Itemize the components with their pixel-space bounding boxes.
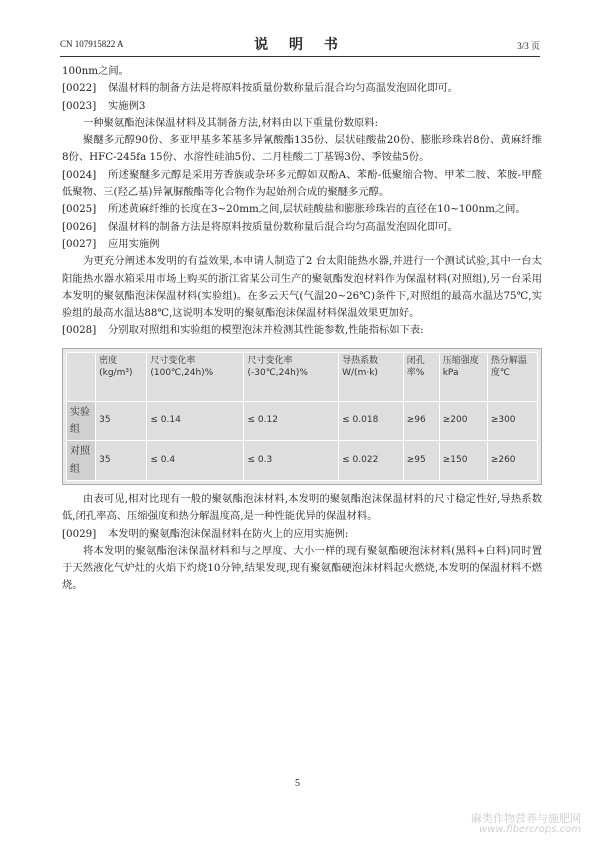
table-header-cell: 导热系数W/(m·k) xyxy=(339,352,404,401)
table-header-cell: 热分解温度℃ xyxy=(487,352,537,401)
paragraph xyxy=(62,322,542,339)
paragraph xyxy=(62,543,542,595)
paragraph-text: 一种聚氨酯泡沫保温材料及其制备方法,材料由以下重量份数原料: xyxy=(83,116,379,129)
paragraph xyxy=(62,98,542,115)
document-body xyxy=(62,63,542,595)
paragraph-group-before-table xyxy=(62,63,542,340)
paragraph-text: 分别取对照组和实验组的模塑泡沫并检测其性能参数,性能指标如下表: xyxy=(108,324,424,337)
page-indicator: 3/3 页 xyxy=(517,41,540,51)
watermark-url: www.fibercrops.com xyxy=(479,824,581,835)
table-cell: ≥260 xyxy=(487,441,537,481)
page-number: 5 xyxy=(295,778,300,789)
table-header-cell: 尺寸变化率(-30℃,24h)% xyxy=(244,352,339,401)
paragraph-text: 实施例3 xyxy=(108,99,146,112)
document-title: 说 明 书 xyxy=(254,37,346,53)
table-header-cell: 闭孔率% xyxy=(403,352,439,401)
table-cell: ≥200 xyxy=(439,401,487,441)
paragraph xyxy=(62,115,542,132)
paragraph xyxy=(62,219,542,236)
table-cell: 35 xyxy=(96,441,147,481)
table-row xyxy=(67,401,538,441)
paragraph-text: 将本发明的聚氨酯泡沫保温材料和与之厚度、大小一样的现有聚氨酯硬泡沫材料(黑料+白料)同时置于天然液化气炉灶的火焰下灼烧10分钟,结果发现,现有聚氨酯硬泡沫材料起火燃烧,本发明的保温材料不燃烧。 xyxy=(62,544,542,592)
performance-table xyxy=(66,352,538,481)
paragraph-number: [0027] xyxy=(62,237,97,250)
table-cell: ≥95 xyxy=(403,441,439,481)
table-cell: ≤ 0.12 xyxy=(244,401,339,441)
table-cell: ≤ 0.018 xyxy=(339,401,404,441)
paragraph-text: 应用实施例 xyxy=(108,237,160,250)
paragraph xyxy=(62,132,542,167)
paragraph-number: [0025] xyxy=(62,203,97,216)
paragraph-number: [0023] xyxy=(62,99,97,112)
paragraph xyxy=(62,80,542,97)
paragraph xyxy=(62,63,542,80)
table-row-label: 对照组 xyxy=(67,441,96,481)
table-cell: ≤ 0.14 xyxy=(147,401,244,441)
watermark-site-name: 麻类作物营养与施肥网 xyxy=(471,812,581,825)
table-cell: ≥96 xyxy=(403,401,439,441)
page-header xyxy=(60,34,540,57)
paragraph xyxy=(62,201,542,218)
table-header-cell xyxy=(67,352,96,401)
paragraph xyxy=(62,526,542,543)
paragraph xyxy=(62,236,542,253)
paragraph-number: [0029] xyxy=(62,527,97,540)
table-header-cell: 密度(kg/m³) xyxy=(96,352,147,401)
table-cell: ≥150 xyxy=(439,441,487,481)
table-header-row xyxy=(67,352,538,401)
table-cell: ≥300 xyxy=(487,401,537,441)
table-cell: ≤ 0.4 xyxy=(147,441,244,481)
paragraph-text: 由表可见,相对比现有一般的聚氨酯泡沫材料,本发明的聚氨酯泡沫保温材料的尺寸稳定性好,导热系数低,闭孔率高、压缩强度和热分解温度高,是一种性能优异的保温材料。 xyxy=(62,492,542,523)
paragraph xyxy=(62,253,542,322)
table-row xyxy=(67,441,538,481)
paragraph-group-after-table xyxy=(62,491,542,595)
paragraph-number: [0024] xyxy=(62,168,97,181)
paragraph xyxy=(62,491,542,526)
paragraph-number: [0026] xyxy=(62,220,97,233)
patent-number: CN 107915822 A xyxy=(60,39,124,49)
table-header-cell: 尺寸变化率(100℃,24h)% xyxy=(147,352,244,401)
paragraph-text: 保温材料的制备方法是将原料按质量份数称量后混合均匀高温发泡固化即可。 xyxy=(108,82,459,95)
table-cell: 35 xyxy=(96,401,147,441)
paragraph-number: [0028] xyxy=(62,324,97,337)
paragraph xyxy=(62,167,542,202)
table-cell: ≤ 0.022 xyxy=(339,441,404,481)
table-row-label: 实验组 xyxy=(67,401,96,441)
paragraph-number: [0022] xyxy=(62,82,97,95)
table-body xyxy=(67,401,538,480)
paragraph-text: 100nm之间。 xyxy=(62,65,129,77)
paragraph-text: 聚醚多元醇90份、多亚甲基多苯基多异氰酸酯135份、层状硅酸盐20份、膨胀珍珠岩8份、黄麻纤维8份、HFC-245fa 15份、水溶性硅油5份、二月桂酸二丁基锡3份、季铵盐5份。 xyxy=(62,134,542,164)
paragraph-text: 所述黄麻纤维的长度在3~20mm之间,层状硅酸盐和膨胀珍珠岩的直径在10~100nm之间。 xyxy=(108,203,526,216)
table-header-cell: 压缩强度kPa xyxy=(439,352,487,401)
table-cell: ≤ 0.3 xyxy=(244,441,339,481)
paragraph-text: 保温材料的制备方法是将原料按质量份数称量后混合均匀高温发泡固化即可。 xyxy=(108,220,459,233)
paragraph-text: 本发明的聚氨酯泡沫保温材料在防火上的应用实施例: xyxy=(108,527,349,540)
paragraph-text: 所述聚醚多元醇是采用芳香族或杂环多元醇如双酚A、苯酚-低聚缩合物、甲苯二胺、苯胺-甲醛低聚物、三(羟乙基)异氰脲酸酯等化合物作为起始剂合成的聚醚多元醇。 xyxy=(62,168,542,199)
paragraph-text: 为更充分阐述本发明的有益效果,本申请人制造了2 台太阳能热水器,并进行一个测试试验,其中一台太阳能热水器水箱采用市场上购买的浙江省某公司生产的聚氨酯发泡材料作为保温材料(对照组),另一台采用本发明的聚氨酯泡沫保温材料(实验组)。在多云天气(气温20~26℃)条件下,对照组的最高水温达75℃,实验组的最高水温达88℃,这说明本发明的聚氨酯泡沫保温材料保温效果更加好。 xyxy=(62,255,542,320)
performance-table-image xyxy=(62,348,542,485)
